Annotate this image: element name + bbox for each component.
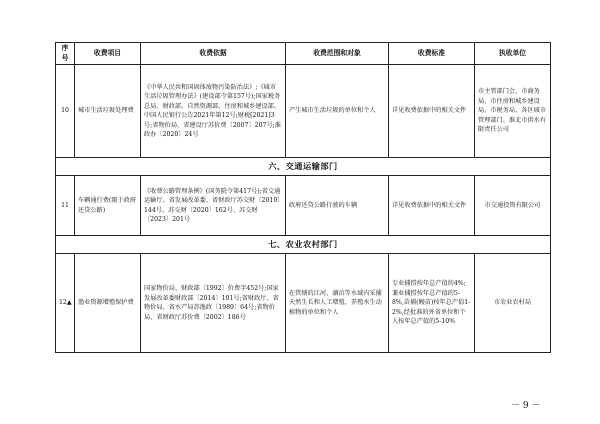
row-no: 11 — [56, 176, 75, 236]
table-row — [56, 176, 551, 236]
row-basis: 国家物价局、财政部〔1992〕价费字452号;国家发展改革委财政部〔2014〕101号;省财政厅、省物价局、省水产局苏渔政〔1989〕64号;省物价局、省财政厅苏价费〔2002〕186号 — [141, 254, 286, 353]
row-scope: 在管辖的江河、湖泊等水域内采捕天然生长和人工增殖、养殖水生动植物的单位和个人 — [286, 254, 389, 353]
col-header-no: 序号 — [56, 43, 75, 65]
row-unit: 市交通投资有限公司 — [475, 176, 551, 236]
row-standard: 详见收费依据中的相关文件 — [389, 65, 475, 158]
col-header-unit: 执收单位 — [475, 43, 551, 65]
page-number: － 9 － — [511, 401, 541, 411]
col-header-basis: 收费依据 — [141, 43, 286, 65]
table-row — [56, 254, 551, 353]
table-row — [56, 65, 551, 158]
section-title-transport: 六、交通运输部门 — [56, 158, 551, 176]
section-title-agri: 七、农业农村部门 — [56, 236, 551, 254]
section-row-transport — [56, 158, 551, 176]
row-unit: 市主管部门会、市商务局、市住房和城乡建设局、市税务局、各区城市管理部门、淮北市供水有限责任公司 — [475, 65, 551, 158]
row-basis: 《收费公路管理条例》(国务院令第417号);省交通运输厅、省发展改革委、省财政厅苏交财〔2019〕144号、苏交财〔2020〕162号、苏交财〔2023〕201号 — [141, 176, 286, 236]
row-scope: 政府还贷公路行驶的车辆 — [286, 176, 389, 236]
section-row-agri — [56, 236, 551, 254]
fee-table — [55, 42, 551, 353]
row-standard: 专业捕捞按年总产值的4%;兼业捕捞按年总产值的5-8%,苗捕(鳗苗)按年总产值1-2%,经批准的外省单位和个人按年总产值的5-10% — [389, 254, 475, 353]
col-header-standard: 收费标准 — [389, 43, 475, 65]
row-item: 渔业资源增殖保护费 — [75, 254, 141, 353]
row-item: 城市生活垃圾处理费 — [75, 65, 141, 158]
row-scope: 产生城市生活垃圾的单位和个人 — [286, 65, 389, 158]
row-basis: 《中华人民共和国固体废物污染防治法》;《城市生活垃圾管理办法》(建设部令第157号);国家税务总局、财政部、自然资源部、住房和城乡建设部、中国人民银行公告2021年第12号;财税[2021]3号;省物价局、省建设厅苏价费〔2007〕207号;淮政办〔2020〕24号 — [141, 65, 286, 158]
row-no: 12▲ — [56, 254, 75, 353]
col-header-scope: 收费范围和对象 — [286, 43, 389, 65]
row-item: 车辆通行费(限于政府还贷公路) — [75, 176, 141, 236]
row-standard: 详见收费依据中的相关文件 — [389, 176, 475, 236]
col-header-item: 收费项目 — [75, 43, 141, 65]
row-no: 10 — [56, 65, 75, 158]
row-unit: 市农业农村局 — [475, 254, 551, 353]
table-header-row — [56, 43, 551, 65]
